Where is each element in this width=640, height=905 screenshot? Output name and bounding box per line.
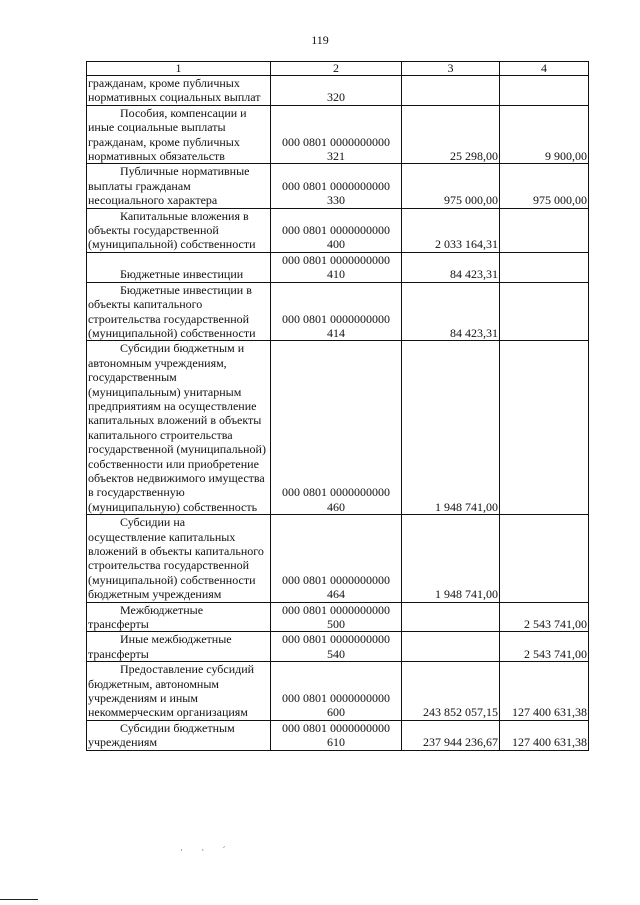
- amount-col4-cell: 975 000,00: [500, 164, 589, 208]
- expense-name-first-line: Межбюджетные: [120, 602, 204, 617]
- expense-name-rest: автономным учреждениям, государственным (муниципальным) унитарным предприятиям на осуществление капитальных вложений в объекты капитального строительства государственной (муниципальной) собственности или приобретение объектов недвижимого имущества в государственную (муниципальную) собственность: [88, 355, 266, 514]
- code-prefix: 000 0801 0000000000: [282, 311, 390, 326]
- code-prefix: 000 0801 0000000000: [282, 572, 390, 587]
- budget-table: [86, 61, 589, 751]
- amount-col4-cell: 9 900,00: [500, 105, 589, 164]
- amount-col3-cell: 84 423,31: [402, 282, 500, 341]
- code-prefix: 000 0801 0000000000: [282, 134, 390, 149]
- expense-name-cell: [87, 164, 271, 208]
- expense-name-rest: трансферты: [88, 617, 149, 632]
- table-row: [87, 341, 589, 515]
- code-type: 540: [327, 646, 345, 661]
- expense-name-cell: [87, 76, 271, 106]
- expense-name-cell: [87, 282, 271, 341]
- code-prefix: 000 0801 0000000000: [282, 720, 390, 735]
- classification-code-cell: [271, 76, 402, 106]
- code-prefix: 000 0801 0000000000: [282, 485, 390, 500]
- table-row: [87, 252, 589, 282]
- code-type: 321: [327, 149, 345, 164]
- classification-code-cell: [271, 632, 402, 662]
- code-type: 610: [327, 735, 345, 750]
- footer-rule: [0, 899, 38, 900]
- expense-name-cell: [87, 602, 271, 632]
- expense-name-cell: [87, 515, 271, 602]
- expense-name-rest: выплаты гражданам несоциального характера: [88, 178, 218, 208]
- expense-name-first-line: Иные межбюджетные: [120, 632, 232, 647]
- amount-col3-cell: 2 033 164,31: [402, 208, 500, 252]
- expense-name-rest: объекты капитального строительства государственной (муниципальной) собственности: [88, 297, 256, 340]
- amount-col4-cell: 127 400 631,38: [500, 720, 589, 750]
- expense-name-cell: [87, 341, 271, 515]
- code-prefix: 000 0801 0000000000: [282, 178, 390, 193]
- table-row: [87, 662, 589, 721]
- column-header-3: 3: [402, 62, 500, 76]
- table-row: [87, 515, 589, 602]
- expense-name-first-line: Предоставление субсидий: [120, 662, 255, 677]
- expense-name-cell: [87, 632, 271, 662]
- classification-code-cell: [271, 282, 402, 341]
- amount-col4-cell: 2 543 741,00: [500, 602, 589, 632]
- amount-col3-cell: [402, 632, 500, 662]
- code-type: 500: [327, 617, 345, 632]
- amount-col3-cell: [402, 76, 500, 106]
- column-header-4: 4: [500, 62, 589, 76]
- expense-name-rest: учреждениям: [88, 735, 158, 750]
- expense-name-first-line: Субсидии бюджетным: [120, 720, 235, 735]
- expense-name-cell: [87, 105, 271, 164]
- expense-name-rest: объекты государственной (муниципальной) собственности: [88, 223, 256, 252]
- code-type: 400: [327, 237, 345, 252]
- amount-col4-cell: [500, 76, 589, 106]
- table-row: [87, 282, 589, 341]
- classification-code-cell: [271, 662, 402, 721]
- table-body: [87, 76, 589, 751]
- amount-col3-cell: 243 852 057,15: [402, 662, 500, 721]
- code-prefix: 000 0801 0000000000: [282, 632, 390, 647]
- table-row: [87, 76, 589, 106]
- table-row: [87, 720, 589, 750]
- classification-code-cell: [271, 105, 402, 164]
- column-header-2: 2: [271, 62, 402, 76]
- expense-name-first-line: гражданам, кроме публичных нормативных социальных выплат: [88, 76, 261, 105]
- code-prefix: 000 0801 0000000000: [282, 252, 390, 267]
- table-row: [87, 632, 589, 662]
- code-type: 330: [327, 193, 345, 208]
- classification-code-cell: [271, 252, 402, 282]
- classification-code-cell: [271, 341, 402, 515]
- classification-code-cell: [271, 720, 402, 750]
- expense-name-rest: иные социальные выплаты гражданам, кроме публичных нормативных обязательств: [88, 120, 240, 164]
- amount-col3-cell: 1 948 741,00: [402, 341, 500, 515]
- classification-code-cell: [271, 515, 402, 602]
- code-type: 600: [327, 705, 345, 720]
- classification-code-cell: [271, 208, 402, 252]
- expense-name-first-line: Субсидии бюджетным и: [120, 341, 245, 356]
- expense-name-first-line: Бюджетные инвестиции: [120, 267, 244, 282]
- expense-name-first-line: Пособия, компенсации и: [120, 105, 247, 120]
- expense-name-first-line: Капитальные вложения в: [120, 208, 249, 223]
- code-type: 464: [327, 587, 345, 602]
- code-prefix: 000 0801 0000000000: [282, 691, 390, 706]
- expense-name-rest: осуществление капитальных вложений в объекты капитального строительства государственной (муниципальной) собственности бюджетным учреждениям: [88, 529, 264, 602]
- scan-specks: · · ˊ: [180, 845, 234, 855]
- code-type: 410: [327, 267, 345, 282]
- amount-col4-cell: 127 400 631,38: [500, 662, 589, 721]
- amount-col4-cell: [500, 252, 589, 282]
- column-header-1: 1: [87, 62, 271, 76]
- code-prefix: 000 0801 0000000000: [282, 602, 390, 617]
- code-type: 460: [327, 499, 345, 514]
- expense-name-first-line: Публичные нормативные: [120, 164, 250, 179]
- expense-name-first-line: Бюджетные инвестиции в: [120, 282, 252, 297]
- expense-name-cell: [87, 662, 271, 721]
- expense-name-first-line: Субсидии на: [120, 515, 186, 530]
- table-row: [87, 105, 589, 164]
- code-type: 414: [327, 325, 345, 340]
- amount-col3-cell: [402, 602, 500, 632]
- amount-col4-cell: [500, 282, 589, 341]
- amount-col3-cell: 237 944 236,67: [402, 720, 500, 750]
- amount-col4-cell: [500, 341, 589, 515]
- amount-col3-cell: 84 423,31: [402, 252, 500, 282]
- classification-code-cell: [271, 602, 402, 632]
- amount-col4-cell: [500, 515, 589, 602]
- classification-code-cell: [271, 164, 402, 208]
- expense-name-rest: трансферты: [88, 646, 149, 661]
- page-number: 119: [311, 33, 329, 47]
- amount-col4-cell: [500, 208, 589, 252]
- expense-name-rest: бюджетным, автономным учреждениям и иным некоммерческим организациям: [88, 676, 248, 720]
- table-row: [87, 208, 589, 252]
- expense-name-cell: [87, 252, 271, 282]
- amount-col3-cell: 975 000,00: [402, 164, 500, 208]
- amount-col3-cell: 1 948 741,00: [402, 515, 500, 602]
- expense-name-cell: [87, 720, 271, 750]
- amount-col3-cell: 25 298,00: [402, 105, 500, 164]
- amount-col4-cell: 2 543 741,00: [500, 632, 589, 662]
- column-number-row: [87, 62, 589, 76]
- code-type: 320: [327, 90, 345, 105]
- table-row: [87, 164, 589, 208]
- table-row: [87, 602, 589, 632]
- expense-name-cell: [87, 208, 271, 252]
- code-prefix: 000 0801 0000000000: [282, 223, 390, 238]
